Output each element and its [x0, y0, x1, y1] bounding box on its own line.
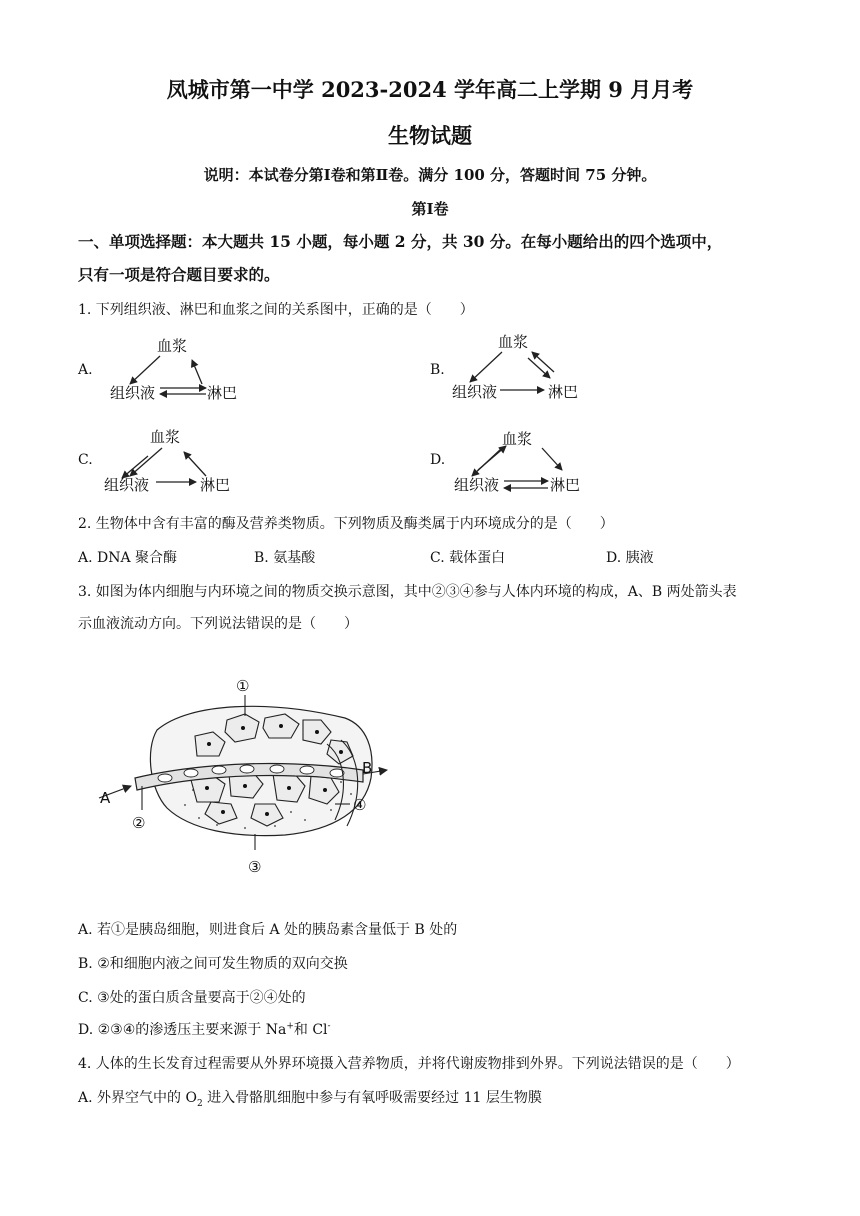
q3-label-2: ② — [132, 814, 146, 832]
q4-stem: 4. 人体的生长发育过程需要从外界环境摄入营养物质，并将代谢废物排到外界。下列说法错误的是（ ） — [78, 1056, 740, 1072]
volume-heading: 第Ⅰ卷 — [411, 200, 449, 218]
q1a-lymph-label: 淋巴 — [207, 384, 238, 402]
q3-tissue-diagram — [95, 670, 395, 885]
q4-option-a-subscript: 2 — [196, 1098, 203, 1109]
q3-option-a[interactable]: A. 若①是胰岛细胞，则进食后 A 处的胰岛素含量低于 B 处的 — [78, 922, 458, 938]
q2-stem: 2. 生物体中含有丰富的酶及营养类物质。下列物质及酶类属于内环境成分的是（ ） — [78, 516, 614, 532]
q1b-plasma-label: 血浆 — [498, 333, 529, 351]
q3-label-1: ① — [236, 677, 250, 695]
q2-option-c[interactable]: C. 载体蛋白 — [430, 550, 506, 566]
section-instruction-line1: 一、单项选择题：本大题共 15 小题，每小题 2 分，共 30 分。在每小题给出的四个选项中， — [78, 232, 723, 251]
q3-option-b[interactable]: B. ②和细胞内液之间可发生物质的双向交换 — [78, 956, 348, 972]
q3-label-4: ④ — [353, 796, 367, 814]
q1c-plasma-label: 血浆 — [150, 428, 181, 446]
q3-option-c[interactable]: C. ③处的蛋白质含量要高于②④处的 — [78, 990, 306, 1006]
q3-label-a: A — [100, 789, 111, 807]
q1-option-d[interactable]: D. — [430, 452, 446, 468]
q4-option-a-prefix: A. 外界空气中的 O — [78, 1090, 197, 1106]
page-subtitle: 生物试题 — [388, 123, 472, 148]
q4-option-a[interactable] — [78, 1087, 542, 1109]
q1c-lymph-label: 淋巴 — [200, 476, 231, 494]
q3-option-d-sup-minus: - — [327, 1021, 331, 1032]
q1-option-a[interactable]: A. — [78, 362, 93, 378]
q3-option-d-prefix: D. ②③④的渗透压主要来源于 Na — [78, 1022, 287, 1038]
q1d-plasma-label: 血浆 — [502, 430, 533, 448]
q2-option-b[interactable]: B. 氨基酸 — [254, 550, 316, 566]
q1d-tissue-fluid-label: 组织液 — [454, 476, 500, 494]
q3-stem-line1: 3. 如图为体内细胞与内环境之间的物质交换示意图，其中②③④参与人体内环境的构成，A、B 两处箭头表 — [78, 584, 737, 600]
q4-option-a-suffix: 进入骨骼肌细胞中参与有氧呼吸需要经过 11 层生物膜 — [202, 1090, 542, 1106]
q1c-tissue-fluid-label: 组织液 — [104, 476, 150, 494]
q2-option-a[interactable]: A. DNA 聚合酶 — [78, 550, 178, 566]
q1d-lymph-label: 淋巴 — [550, 476, 581, 494]
q1b-tissue-fluid-label: 组织液 — [452, 383, 498, 401]
section-instruction-line2: 只有一项是符合题目要求的。 — [78, 265, 280, 284]
q3-label-b: B — [362, 759, 373, 777]
q1-stem: 1. 下列组织液、淋巴和血浆之间的关系图中，正确的是（ ） — [78, 302, 474, 318]
page-title: 凤城市第一中学 2023-2024 学年高二上学期 9 月月考 — [166, 77, 694, 102]
exam-note: 说明：本试卷分第Ⅰ卷和第Ⅱ卷。满分 100 分，答题时间 75 分钟。 — [203, 166, 657, 184]
q1-option-c[interactable]: C. — [78, 452, 93, 468]
q1a-tissue-fluid-label: 组织液 — [110, 384, 156, 402]
q3-stem-line2: 示血液流动方向。下列说法错误的是（ ） — [78, 616, 358, 632]
q3-option-d-sup-plus: + — [286, 1021, 294, 1032]
q1-option-b[interactable]: B. — [430, 362, 445, 378]
q3-option-d-mid: 和 Cl — [293, 1022, 328, 1038]
q3-option-d[interactable] — [78, 1019, 331, 1039]
q1b-lymph-label: 淋巴 — [548, 383, 579, 401]
q1a-plasma-label: 血浆 — [157, 337, 188, 355]
q3-label-3: ③ — [248, 858, 262, 876]
q2-option-d[interactable]: D. 胰液 — [606, 550, 654, 566]
